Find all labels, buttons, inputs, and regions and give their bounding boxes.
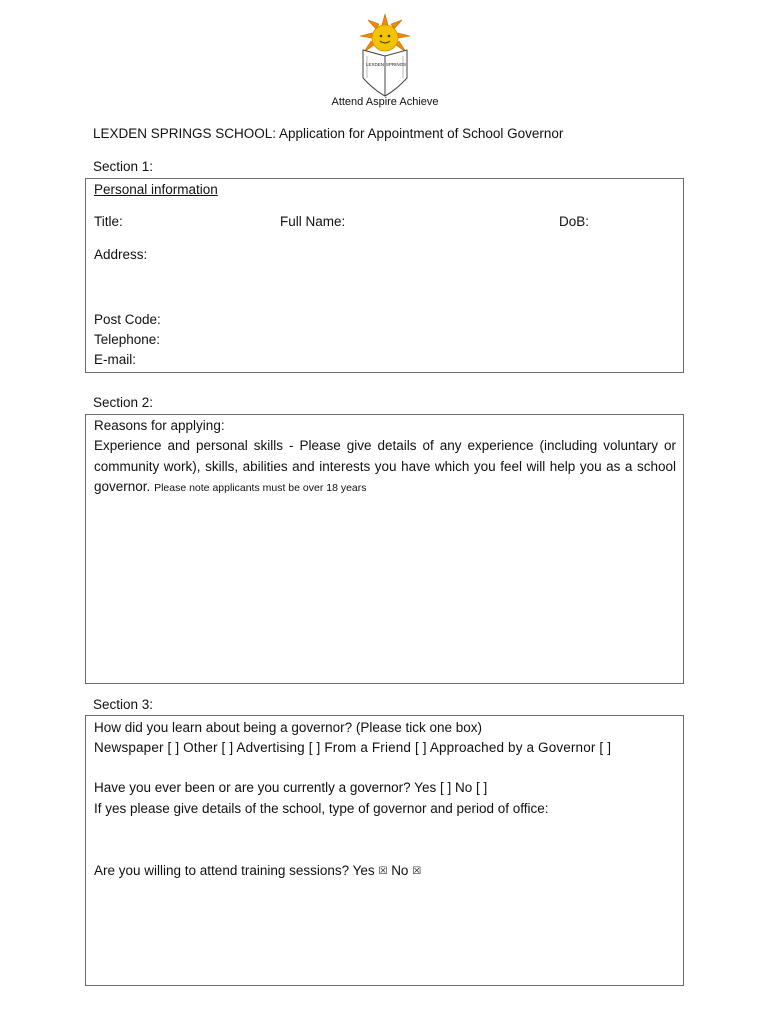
email-field-label[interactable]: E-mail:: [94, 352, 137, 367]
section-3-box: [85, 715, 684, 986]
school-name: LEXDEN SPRINGS SCHOOL:: [93, 126, 277, 141]
postcode-field-label[interactable]: Post Code:: [94, 312, 161, 327]
training-no-label: No: [391, 863, 409, 878]
address-field-label[interactable]: Address:: [94, 247, 148, 262]
how-learned-question: How did you learn about being a governor? (Please tick one box): [94, 720, 482, 735]
experience-text: Experience and personal skills - Please give details of any experience (including voluntary or community work), skills, abilities and interests you have which you feel will help you as a school governor.: [94, 438, 676, 494]
section-1-box: [85, 178, 684, 373]
section-3-label: Section 3:: [93, 697, 154, 712]
section-2-box[interactable]: [85, 414, 684, 684]
logo-book-left-text: LEXDEN: [365, 62, 385, 67]
logo-book-right-text: SPRINGS: [385, 62, 407, 67]
training-question: [94, 863, 421, 878]
school-motto: Attend Aspire Achieve: [331, 96, 439, 108]
personal-info-heading: Personal information: [94, 182, 218, 197]
book-shield: [363, 50, 407, 96]
title-field-label[interactable]: Title:: [94, 214, 123, 229]
school-logo: [356, 14, 414, 98]
training-no-checkbox[interactable]: ☒: [412, 866, 422, 877]
governor-question[interactable]: Have you ever been or are you currently a governor? Yes [ ] No [ ]: [94, 780, 488, 795]
experience-instructions: [94, 436, 676, 499]
section-1-label: Section 1:: [93, 159, 154, 174]
sun-face: [372, 25, 398, 51]
how-learned-options[interactable]: Newspaper [ ] Other [ ] Advertising [ ] From a Friend [ ] Approached by a Governor [ ]: [94, 740, 612, 755]
training-question-text: Are you willing to attend training sessions? Yes: [94, 863, 375, 878]
section-2-label: Section 2:: [93, 395, 154, 410]
age-note: Please note applicants must be over 18 years: [154, 482, 367, 494]
telephone-field-label[interactable]: Telephone:: [94, 332, 161, 347]
form-title-row: [93, 126, 564, 141]
training-yes-checkbox[interactable]: ☒: [378, 866, 388, 877]
full-name-field-label[interactable]: Full Name:: [280, 214, 346, 229]
governor-details-prompt: If yes please give details of the school, type of governor and period of office:: [94, 801, 549, 816]
reasons-heading: Reasons for applying:: [94, 418, 225, 433]
dob-field-label[interactable]: DoB:: [559, 214, 590, 229]
form-title: Application for Appointment of School Governor: [279, 126, 564, 141]
